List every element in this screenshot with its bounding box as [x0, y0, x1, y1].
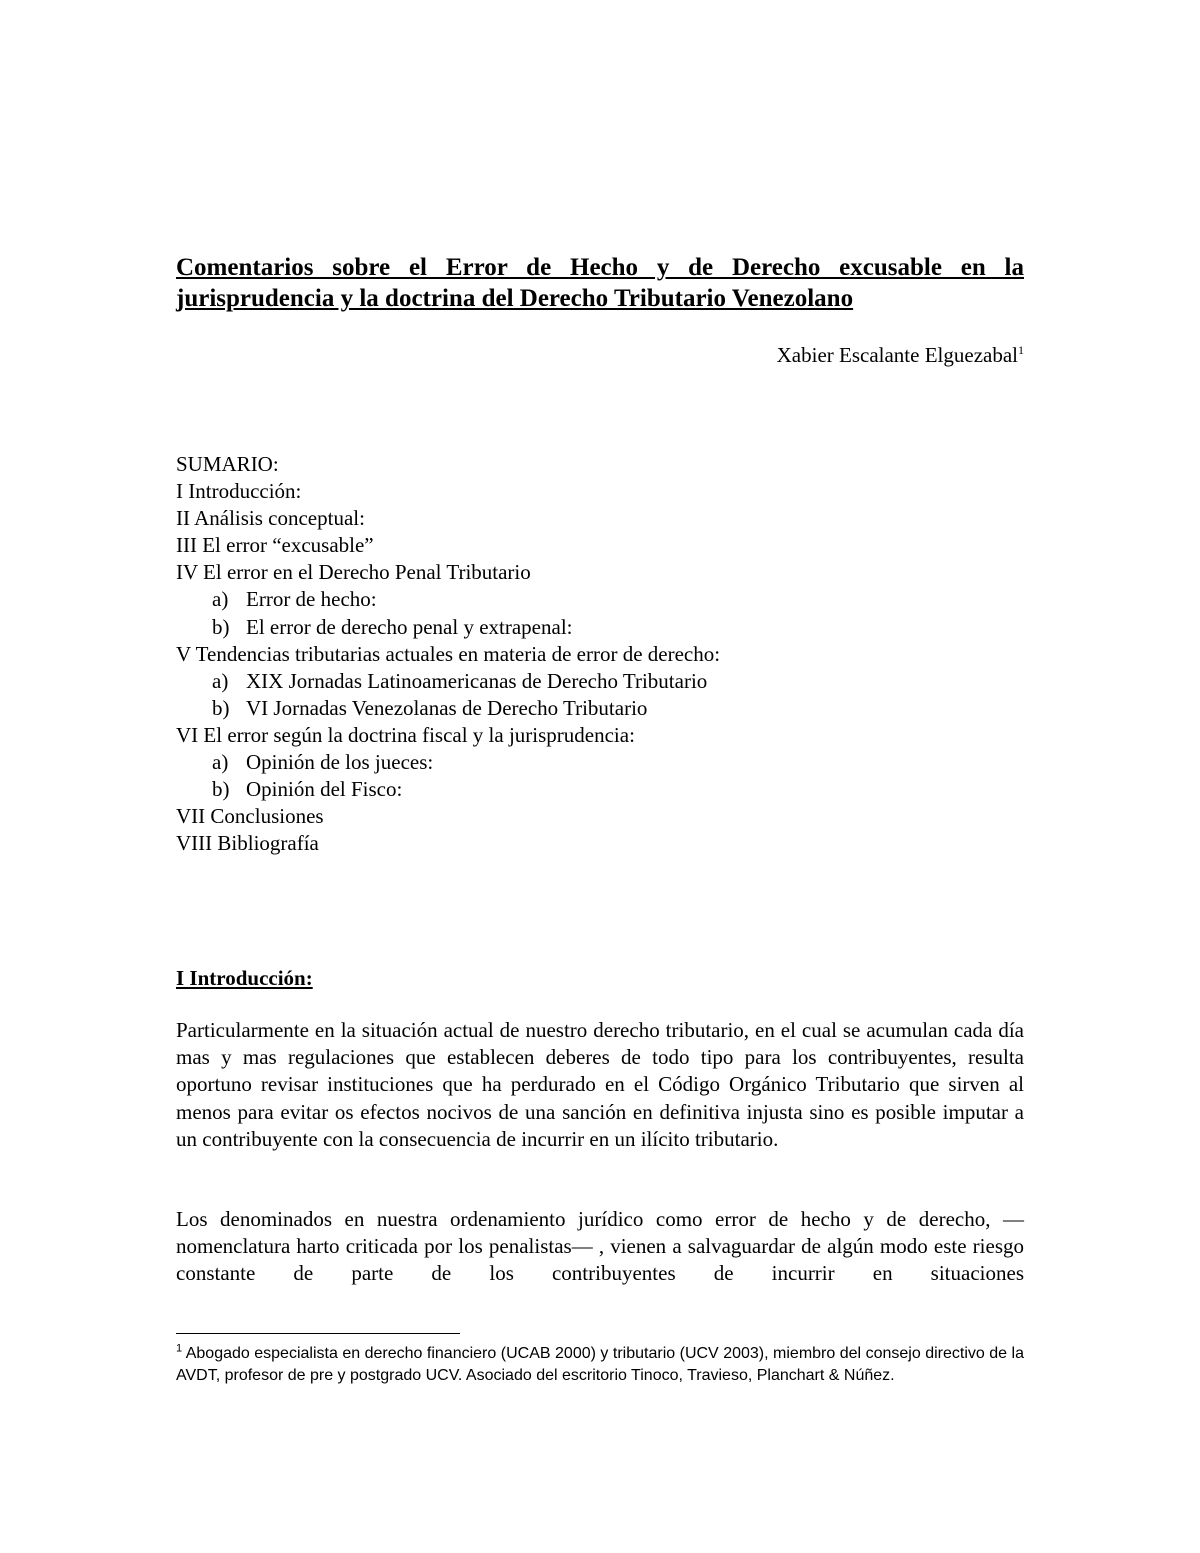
- summary-item: II Análisis conceptual:: [176, 506, 365, 531]
- summary-subitem-marker: a): [212, 750, 229, 775]
- summary-subitem: [176, 614, 1024, 641]
- footnote-separator: [176, 1333, 460, 1334]
- summary-heading: SUMARIO:: [176, 452, 279, 476]
- summary-subitem-marker: b): [212, 614, 230, 639]
- footnote-text: Abogado especialista en derecho financiero (UCAB 2000) y tributario (UCV 2003), miembro del consejo directivo de la AVDT, profesor de pre y postgrado UCV. Asociado del escritorio Tinoco, Travieso, Planchart & Núñez.: [176, 1345, 1024, 1384]
- summary-item: I Introducción:: [176, 479, 302, 504]
- summary-subitem: [176, 776, 1024, 803]
- summary-item: VIII Bibliografía: [176, 831, 319, 856]
- summary-item: III El error “excusable”: [176, 533, 374, 558]
- summary-subitem-text: VI Jornadas Venezolanas de Derecho Tributario: [246, 695, 648, 720]
- footnote: [176, 1343, 1024, 1387]
- summary-subitem-marker: a): [212, 587, 229, 612]
- document-page: [176, 0, 1024, 1553]
- author-line: [777, 341, 1024, 369]
- summary-subitem: [176, 695, 1024, 722]
- summary-subitem-text: Opinión de los jueces:: [246, 750, 434, 775]
- summary-item: V Tendencias tributarias actuales en materia de error de derecho:: [176, 641, 721, 666]
- summary-item: VI El error según la doctrina fiscal y la jurisprudencia:: [176, 722, 635, 747]
- summary-subitem-text: El error de derecho penal y extrapenal:: [246, 614, 573, 639]
- summary-item: IV El error en el Derecho Penal Tributario: [176, 560, 531, 585]
- summary-subitem-text: Opinión del Fisco:: [246, 777, 403, 802]
- section-heading-introduccion: I Introducción:: [176, 966, 313, 990]
- summary-subitem-text: XIX Jornadas Latinoamericanas de Derecho Tributario: [246, 668, 708, 693]
- summary-list: [176, 451, 1024, 857]
- footnote-reference[interactable]: 1: [1018, 343, 1024, 357]
- summary-subitem: [176, 668, 1024, 695]
- summary-subitem-text: Error de hecho:: [246, 587, 377, 612]
- summary-subitem: [176, 586, 1024, 613]
- body-paragraph: Particularmente en la situación actual de nuestro derecho tributario, en el cual se acumulan cada día mas y mas regulaciones que establecen deberes de todo tipo para los contribuyentes, resulta oportuno revisar instituciones que ha perdurado en el Código Orgánico Tributario que sirven al menos para evitar os efectos nocivos de una sanción en definitiva injusta sino es posible imputar a un contribuyente con la consecuencia de incurrir en un ilícito tributario.: [176, 1018, 1024, 1151]
- footnote-number: 1: [176, 1342, 183, 1355]
- body-paragraph: Los denominados en nuestra ordenamiento jurídico como error de hecho y de derecho, —nomenclatura harto criticada por los penalistas— , vienen a salvaguardar de algún modo este riesgo constante de parte de los contribuyentes de incurrir en situaciones: [176, 1207, 1024, 1286]
- summary-subitem: [176, 749, 1024, 776]
- summary-subitem-marker: b): [212, 777, 230, 802]
- document-title: Comentarios sobre el Error de Hecho y de Derecho excusable en la jurisprudencia y la doctrina del Derecho Tributario Venezolano: [176, 254, 1024, 312]
- summary-item: VII Conclusiones: [176, 804, 324, 829]
- summary-subitem-marker: b): [212, 695, 230, 720]
- summary-subitem-marker: a): [212, 668, 229, 693]
- author-name: Xabier Escalante Elguezabal: [776, 343, 1018, 367]
